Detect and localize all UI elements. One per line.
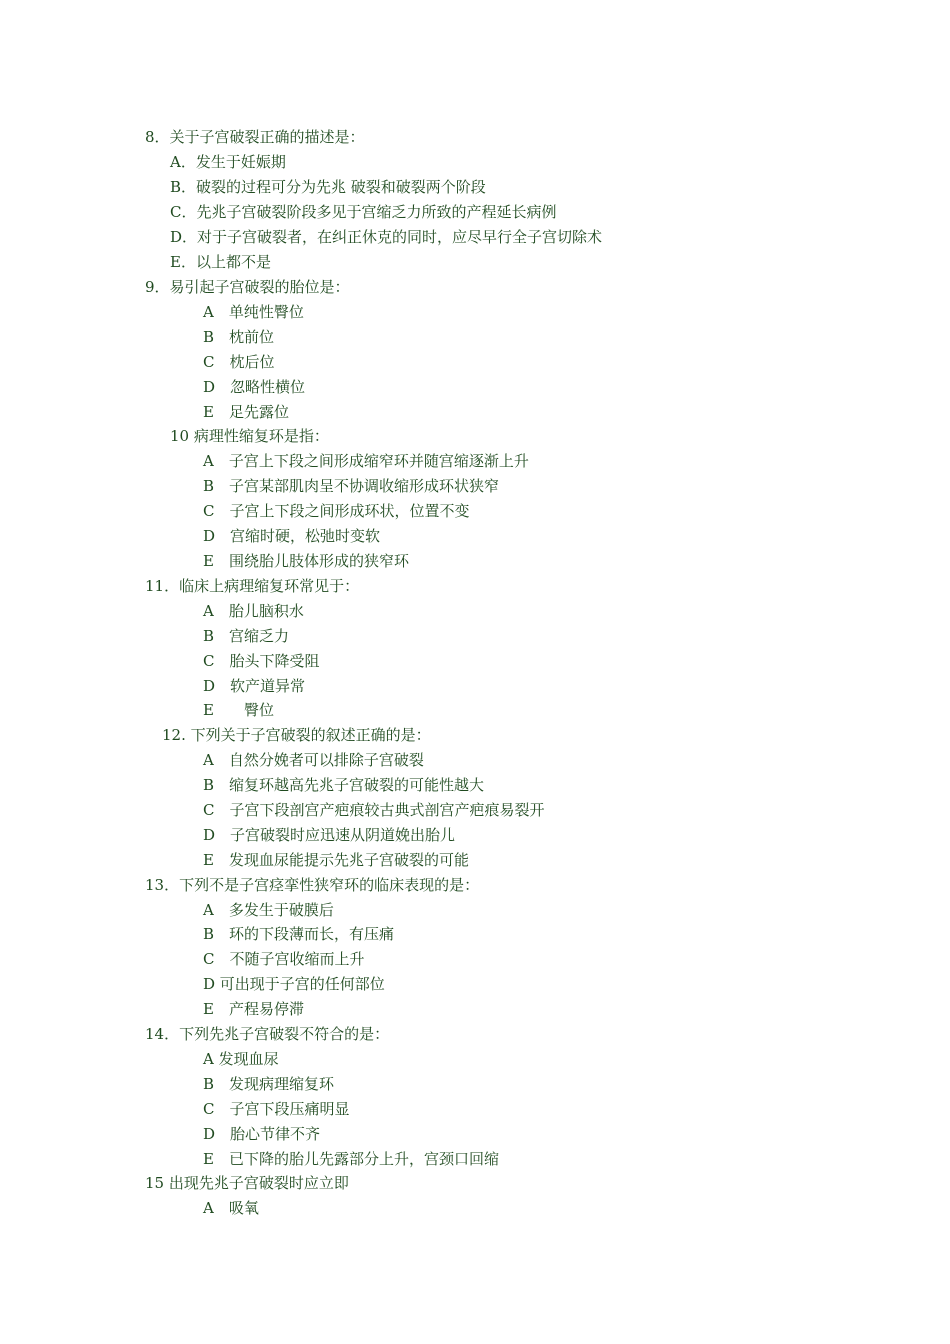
option-11b: B 宫缩乏力 — [203, 627, 290, 645]
option-11a: A 胎儿脑积水 — [203, 602, 304, 620]
option-11e: E 臀位 — [203, 701, 274, 719]
option-12a: A 自然分娩者可以排除子宫破裂 — [203, 751, 424, 769]
option-12b: B 缩复环越高先兆子宫破裂的可能性越大 — [203, 776, 485, 794]
question-14-stem: 14．下列先兆子宫破裂不符合的是： — [145, 1025, 390, 1043]
option-13b: B 环的下段薄而长，有压痛 — [203, 925, 395, 943]
option-10b: B 子宫某部肌肉呈不协调收缩形成环状狭窄 — [203, 477, 500, 495]
question-11-stem: 11．临床上病理缩复环常见于： — [145, 577, 360, 595]
option-14d: D 胎心节律不齐 — [203, 1125, 321, 1143]
option-8a: A．发生于妊娠期 — [170, 153, 286, 171]
option-12d: D 子宫破裂时应迅速从阴道娩出胎儿 — [203, 826, 456, 844]
option-13d: D 可出现于子宫的任何部位 — [203, 975, 385, 993]
option-10c: C 子宫上下段之间形成环状，位置不变 — [203, 502, 470, 520]
question-15-stem: 15 出现先兆子宫破裂时应立即 — [145, 1174, 349, 1192]
option-9c: C 枕后位 — [203, 353, 275, 371]
option-8b: B．破裂的过程可分为先兆 破裂和破裂两个阶段 — [170, 178, 486, 196]
option-14e: E 已下降的胎儿先露部分上升，宫颈口回缩 — [203, 1150, 499, 1168]
option-14a: A 发现血尿 — [203, 1050, 279, 1068]
option-9d: D 忽略性横位 — [203, 378, 306, 396]
option-10e: E 围绕胎儿肢体形成的狭窄环 — [203, 552, 409, 570]
option-9b: B 枕前位 — [203, 328, 275, 346]
option-13e: E 产程易停滞 — [203, 1000, 304, 1018]
option-11d: D 软产道异常 — [203, 677, 306, 695]
question-9-stem: 9．易引起子宫破裂的胎位是： — [145, 278, 350, 296]
option-8c: C．先兆子宫破裂阶段多见于宫缩乏力所致的产程延长病例 — [170, 203, 557, 221]
question-8-stem: 8．关于子宫破裂正确的描述是： — [145, 128, 365, 146]
question-13-stem: 13．下列不是子宫痉挛性狭窄环的临床表现的是： — [145, 876, 480, 894]
option-14c: C 子宫下段压痛明显 — [203, 1100, 350, 1118]
option-8e: E．以上都不是 — [170, 253, 271, 271]
question-12-stem: 12. 下列关于子宫破裂的叙述正确的是： — [162, 726, 431, 744]
option-13a: A 多发生于破膜后 — [203, 901, 334, 919]
option-10d: D 宫缩时硬，松弛时变软 — [203, 527, 381, 545]
option-10a: A 子宫上下段之间形成缩窄环并随宫缩逐渐上升 — [203, 452, 529, 470]
option-8d: D．对于子宫破裂者，在纠正休克的同时，应尽早行全子宫切除术 — [170, 228, 603, 246]
option-13c: C 不随子宫收缩而上升 — [203, 950, 365, 968]
option-9e: E 足先露位 — [203, 403, 289, 421]
option-14b: B 发现病理缩复环 — [203, 1075, 335, 1093]
option-12e: E 发现血尿能提示先兆子宫破裂的可能 — [203, 851, 469, 869]
option-15a: A 吸氧 — [203, 1199, 259, 1217]
option-12c: C 子宫下段剖宫产疤痕较古典式剖宫产疤痕易裂开 — [203, 801, 545, 819]
option-11c: C 胎头下降受阻 — [203, 652, 320, 670]
option-9a: A 单纯性臀位 — [203, 303, 304, 321]
question-10-stem: 10 病理性缩复环是指： — [170, 427, 329, 445]
